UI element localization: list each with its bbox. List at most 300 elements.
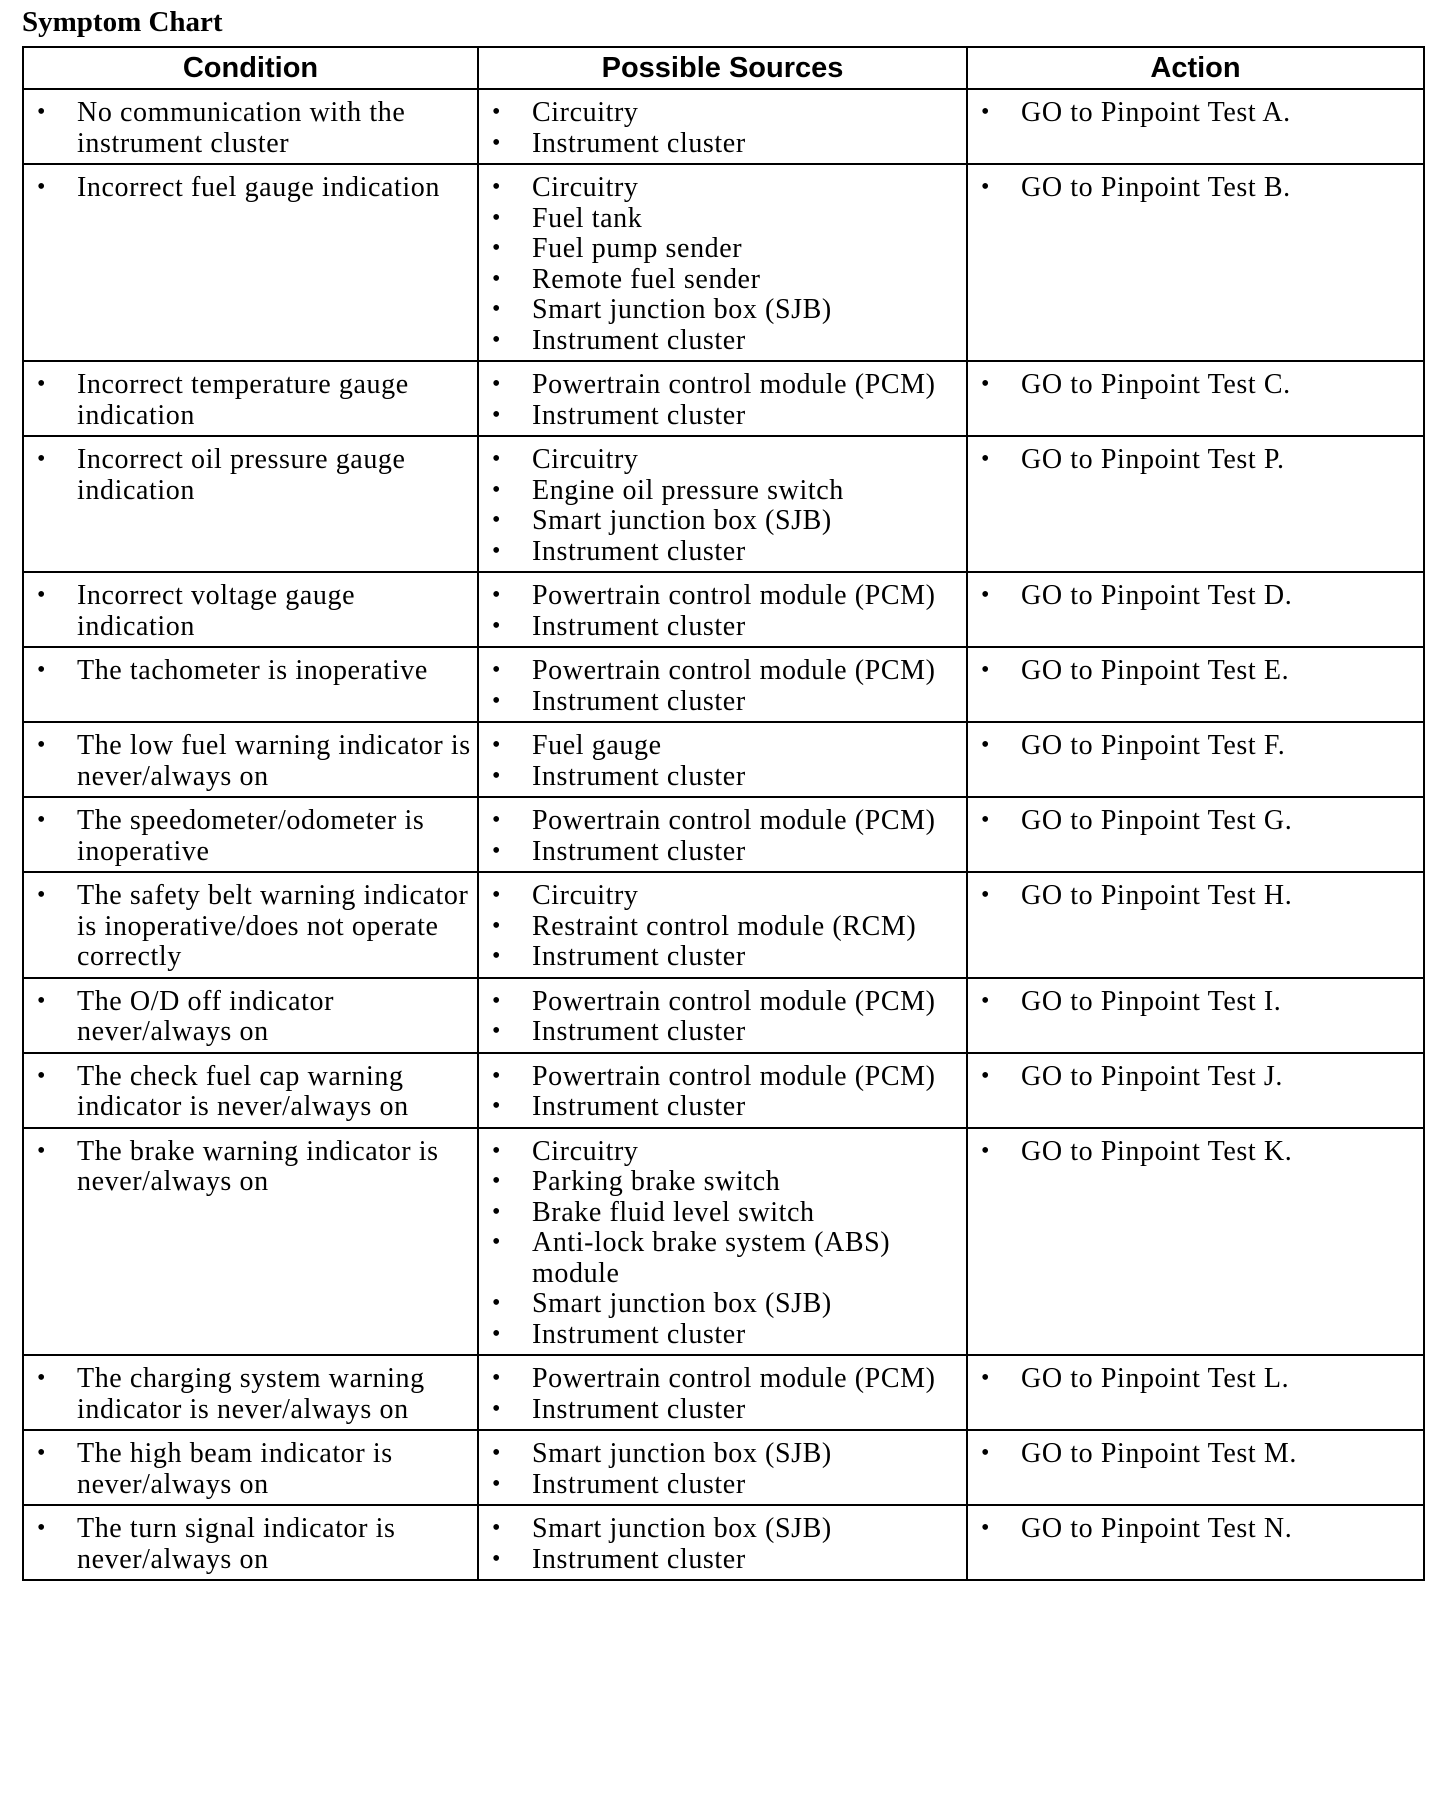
list-item — [487, 1320, 960, 1351]
bullet-list — [32, 445, 471, 506]
list-item — [487, 537, 960, 568]
condition-cell — [23, 978, 478, 1053]
header-row — [23, 47, 1424, 89]
list-item-text: Incorrect oil pressure gauge indication — [77, 444, 406, 506]
list-item — [976, 1439, 1417, 1470]
bullet-icon: • — [492, 1168, 502, 1194]
list-item-text: GO to Pinpoint Test J. — [1021, 1060, 1283, 1092]
list-item — [32, 98, 471, 159]
list-item — [32, 1514, 471, 1575]
list-item-text: Smart junction box (SJB) — [532, 1438, 832, 1469]
bullet-list — [487, 1514, 960, 1575]
bullet-list — [487, 1062, 960, 1123]
sources-cell — [478, 164, 967, 361]
list-item — [487, 295, 960, 326]
list-item-text: GO to Pinpoint Test M. — [1021, 1438, 1297, 1469]
condition-cell — [23, 1505, 478, 1580]
bullet-list — [32, 656, 471, 687]
action-cell — [967, 722, 1424, 797]
bullet-icon: • — [981, 1062, 991, 1089]
bullet-list — [32, 173, 471, 204]
list-item — [976, 1514, 1417, 1545]
table-row — [23, 361, 1424, 436]
list-item-text: Incorrect temperature gauge indication — [77, 369, 409, 431]
bullet-icon: • — [37, 987, 47, 1014]
condition-cell — [23, 572, 478, 647]
bullet-icon: • — [37, 582, 47, 608]
list-item — [976, 370, 1417, 401]
condition-cell — [23, 1053, 478, 1128]
action-cell — [967, 164, 1424, 361]
bullet-icon: • — [492, 687, 502, 714]
list-item-text: Circuitry — [532, 172, 639, 203]
bullet-icon: • — [981, 732, 991, 758]
bullet-icon: • — [37, 1062, 47, 1089]
list-item-text: Incorrect voltage gauge indication — [77, 580, 356, 642]
bullet-list — [32, 581, 471, 642]
list-item — [32, 1137, 471, 1198]
table-row — [23, 1505, 1424, 1580]
bullet-icon: • — [37, 732, 47, 758]
list-item-text: Parking brake switch — [532, 1166, 781, 1197]
list-item — [487, 1167, 960, 1198]
table-row — [23, 722, 1424, 797]
bullet-icon: • — [981, 987, 991, 1014]
bullet-icon: • — [37, 1137, 47, 1164]
bullet-icon: • — [492, 582, 502, 608]
list-item-text: Powertrain control module (PCM) — [532, 805, 936, 836]
list-item — [487, 204, 960, 235]
list-item-text: The brake warning indicator is never/always on — [77, 1135, 439, 1197]
bullet-icon: • — [492, 476, 502, 503]
bullet-icon: • — [492, 807, 502, 833]
condition-cell — [23, 872, 478, 978]
bullet-icon: • — [37, 1365, 47, 1391]
list-item-text: GO to Pinpoint Test K. — [1021, 1135, 1293, 1167]
sources-cell — [478, 361, 967, 436]
list-item — [487, 265, 960, 296]
list-item-text: The safety belt warning indicator is inoperative/does not operate correctly — [77, 880, 469, 972]
list-item — [487, 1062, 960, 1093]
bullet-icon: • — [492, 1093, 502, 1119]
list-item — [487, 1137, 960, 1168]
sources-cell — [478, 572, 967, 647]
bullet-icon: • — [492, 612, 502, 639]
list-item — [487, 581, 960, 612]
list-item — [487, 476, 960, 507]
list-item-text: The charging system warning indicator is never/always on — [77, 1363, 425, 1425]
bullet-icon: • — [492, 1198, 502, 1225]
table-row — [23, 164, 1424, 361]
list-item-text: Incorrect fuel gauge indication — [77, 172, 440, 203]
bullet-list — [32, 1439, 471, 1500]
list-item-text: The turn signal indicator is never/always on — [77, 1513, 396, 1575]
condition-cell — [23, 1128, 478, 1356]
list-item-text: Brake fluid level switch — [532, 1196, 815, 1228]
list-item — [487, 731, 960, 762]
list-item — [487, 445, 960, 476]
bullet-list — [487, 731, 960, 792]
header-condition: Condition — [23, 47, 478, 89]
sources-cell — [478, 1430, 967, 1505]
list-item-text: Instrument cluster — [532, 760, 746, 792]
list-item-text: GO to Pinpoint Test D. — [1021, 580, 1293, 611]
list-item-text: Powertrain control module (PCM) — [532, 655, 936, 686]
list-item — [487, 837, 960, 868]
condition-cell — [23, 1355, 478, 1430]
list-item — [976, 987, 1417, 1018]
list-item-text: Anti-lock brake system (ABS) module — [532, 1227, 891, 1289]
list-item — [32, 173, 471, 204]
bullet-list — [32, 1364, 471, 1425]
bullet-icon: • — [492, 204, 502, 231]
bullet-icon: • — [492, 1440, 502, 1466]
bullet-list — [487, 987, 960, 1048]
action-cell — [967, 89, 1424, 164]
list-item-text: Engine oil pressure switch — [532, 474, 844, 506]
bullet-list — [487, 1364, 960, 1425]
bullet-list — [976, 370, 1417, 401]
list-item — [487, 687, 960, 718]
condition-cell — [23, 797, 478, 872]
bullet-icon: • — [981, 1440, 991, 1466]
list-item-text: Instrument cluster — [532, 399, 746, 431]
list-item-text: Circuitry — [532, 97, 639, 128]
condition-cell — [23, 89, 478, 164]
bullet-icon: • — [981, 882, 991, 908]
bullet-list — [487, 806, 960, 867]
action-cell — [967, 1128, 1424, 1356]
list-item — [32, 881, 471, 973]
list-item — [976, 173, 1417, 204]
list-item-text: GO to Pinpoint Test P. — [1021, 444, 1285, 475]
list-item-text: Remote fuel sender — [532, 263, 761, 295]
bullet-list — [32, 1062, 471, 1123]
list-item-text: Smart junction box (SJB) — [532, 1288, 832, 1319]
bullet-list — [976, 731, 1417, 762]
list-item — [487, 1289, 960, 1320]
list-item-text: Instrument cluster — [532, 324, 746, 356]
bullet-icon: • — [492, 296, 502, 322]
bullet-icon: • — [492, 732, 502, 758]
list-item-text: No communication with the instrument cluster — [77, 97, 406, 159]
list-item — [487, 1470, 960, 1501]
list-item-text: The check fuel cap warning indicator is never/always on — [77, 1060, 409, 1122]
sources-cell — [478, 436, 967, 572]
bullet-icon: • — [492, 912, 502, 939]
action-cell — [967, 572, 1424, 647]
table-row — [23, 1355, 1424, 1430]
bullet-list — [32, 731, 471, 792]
bullet-icon: • — [492, 1229, 502, 1255]
list-item — [976, 881, 1417, 912]
list-item-text: GO to Pinpoint Test E. — [1021, 655, 1290, 686]
bullet-icon: • — [492, 1062, 502, 1089]
list-item — [32, 656, 471, 687]
list-item — [976, 656, 1417, 687]
header-action: Action — [967, 47, 1424, 89]
bullet-icon: • — [981, 174, 991, 200]
list-item-text: Powertrain control module (PCM) — [532, 985, 936, 1017]
list-item-text: The speedometer/odometer is inoperative — [77, 805, 425, 867]
bullet-icon: • — [37, 1515, 47, 1541]
sources-cell — [478, 978, 967, 1053]
list-item — [32, 581, 471, 642]
list-item — [32, 1062, 471, 1123]
bullet-list — [976, 581, 1417, 612]
list-item — [976, 98, 1417, 129]
table-row — [23, 436, 1424, 572]
sources-cell — [478, 89, 967, 164]
bullet-icon: • — [492, 446, 502, 472]
sources-cell — [478, 1128, 967, 1356]
list-item — [976, 731, 1417, 762]
list-item — [32, 987, 471, 1048]
table-row — [23, 978, 1424, 1053]
list-item — [487, 370, 960, 401]
list-item-text: Instrument cluster — [532, 535, 746, 567]
list-item-text: Fuel pump sender — [532, 233, 743, 264]
sources-cell — [478, 797, 967, 872]
condition-cell — [23, 1430, 478, 1505]
list-item-text: GO to Pinpoint Test N. — [1021, 1513, 1293, 1544]
list-item — [487, 1514, 960, 1545]
list-item-text: Circuitry — [532, 444, 639, 475]
list-item-text: Instrument cluster — [532, 1393, 746, 1425]
action-cell — [967, 1430, 1424, 1505]
list-item-text: Instrument cluster — [532, 610, 746, 642]
bullet-icon: • — [492, 1515, 502, 1541]
list-item — [32, 370, 471, 431]
bullet-icon: • — [981, 371, 991, 397]
bullet-list — [32, 98, 471, 159]
bullet-icon: • — [981, 1137, 991, 1164]
sources-cell — [478, 722, 967, 797]
bullet-list — [976, 881, 1417, 912]
bullet-icon: • — [492, 837, 502, 864]
bullet-list — [32, 881, 471, 973]
sources-cell — [478, 1505, 967, 1580]
symptom-chart-table — [22, 46, 1425, 1581]
list-item-text: Instrument cluster — [532, 1468, 746, 1500]
bullet-icon: • — [37, 657, 47, 683]
bullet-icon: • — [492, 265, 502, 292]
bullet-icon: • — [492, 882, 502, 908]
bullet-icon: • — [37, 174, 47, 200]
list-item — [487, 234, 960, 265]
list-item-text: GO to Pinpoint Test B. — [1021, 172, 1291, 203]
bullet-list — [976, 987, 1417, 1018]
list-item-text: Smart junction box (SJB) — [532, 294, 832, 325]
list-item-text: Fuel gauge — [532, 730, 662, 761]
list-item — [487, 173, 960, 204]
bullet-list — [487, 445, 960, 567]
table-row — [23, 1053, 1424, 1128]
list-item — [32, 731, 471, 792]
list-item — [487, 98, 960, 129]
bullet-icon: • — [492, 987, 502, 1014]
table-row — [23, 1430, 1424, 1505]
list-item — [487, 1017, 960, 1048]
bullet-icon: • — [981, 446, 991, 472]
action-cell — [967, 1505, 1424, 1580]
table-row — [23, 1128, 1424, 1356]
table-row — [23, 797, 1424, 872]
action-cell — [967, 797, 1424, 872]
list-item-text: The low fuel warning indicator is never/always on — [77, 730, 471, 792]
list-item — [487, 612, 960, 643]
list-item-text: Instrument cluster — [532, 1016, 746, 1047]
list-item-text: Powertrain control module (PCM) — [532, 1363, 936, 1394]
list-item — [487, 987, 960, 1018]
list-item — [487, 762, 960, 793]
bullet-icon: • — [492, 401, 502, 428]
bullet-icon: • — [492, 1470, 502, 1497]
condition-cell — [23, 722, 478, 797]
table-row — [23, 872, 1424, 978]
list-item-text: Fuel tank — [532, 202, 643, 234]
list-item — [487, 1439, 960, 1470]
action-cell — [967, 872, 1424, 978]
condition-cell — [23, 436, 478, 572]
action-cell — [967, 1355, 1424, 1430]
action-cell — [967, 647, 1424, 722]
bullet-icon: • — [37, 1440, 47, 1466]
list-item — [32, 1364, 471, 1425]
list-item — [487, 806, 960, 837]
action-cell — [967, 978, 1424, 1053]
list-item-text: Circuitry — [532, 880, 639, 911]
list-item-text: GO to Pinpoint Test G. — [1021, 805, 1293, 836]
list-item-text: Smart junction box (SJB) — [532, 505, 832, 536]
list-item — [487, 1092, 960, 1123]
sources-cell — [478, 1355, 967, 1430]
list-item-text: Restraint control module (RCM) — [532, 910, 917, 942]
bullet-list — [487, 1137, 960, 1351]
bullet-icon: • — [492, 943, 502, 969]
list-item-text: GO to Pinpoint Test F. — [1021, 730, 1286, 761]
list-item — [976, 1062, 1417, 1093]
table-row — [23, 89, 1424, 164]
list-item-text: GO to Pinpoint Test C. — [1021, 369, 1291, 400]
bullet-list — [976, 1062, 1417, 1093]
bullet-icon: • — [492, 1290, 502, 1316]
list-item-text: Powertrain control module (PCM) — [532, 580, 936, 611]
bullet-icon: • — [492, 1365, 502, 1391]
bullet-list — [976, 445, 1417, 476]
list-item — [487, 881, 960, 912]
bullet-icon: • — [37, 371, 47, 397]
list-item-text: GO to Pinpoint Test H. — [1021, 880, 1293, 911]
list-item — [32, 445, 471, 506]
bullet-list — [32, 370, 471, 431]
list-item-text: GO to Pinpoint Test L. — [1021, 1363, 1290, 1394]
list-item — [487, 942, 960, 973]
bullet-icon: • — [492, 1545, 502, 1572]
action-cell — [967, 361, 1424, 436]
header-possible-sources: Possible Sources — [478, 47, 967, 89]
bullet-icon: • — [492, 1395, 502, 1422]
bullet-list — [487, 581, 960, 642]
bullet-list — [487, 1439, 960, 1500]
table-row — [23, 647, 1424, 722]
bullet-list — [976, 656, 1417, 687]
list-item-text: Instrument cluster — [532, 127, 746, 159]
action-cell — [967, 1053, 1424, 1128]
list-item — [32, 1439, 471, 1500]
list-item-text: GO to Pinpoint Test A. — [1021, 97, 1291, 128]
list-item — [976, 445, 1417, 476]
bullet-icon: • — [492, 326, 502, 353]
bullet-icon: • — [981, 582, 991, 608]
list-item — [487, 506, 960, 537]
list-item — [487, 129, 960, 160]
bullet-list — [976, 806, 1417, 837]
list-item — [487, 326, 960, 357]
list-item-text: Smart junction box (SJB) — [532, 1513, 832, 1544]
list-item-text: Instrument cluster — [532, 685, 746, 717]
list-item-text: The O/D off indicator never/always on — [77, 985, 335, 1047]
list-item-text: Powertrain control module (PCM) — [532, 1060, 936, 1092]
list-item-text: Instrument cluster — [532, 1318, 746, 1350]
bullet-icon: • — [492, 174, 502, 200]
bullet-icon: • — [981, 807, 991, 833]
bullet-icon: • — [981, 99, 991, 125]
bullet-list — [976, 98, 1417, 129]
list-item — [487, 1395, 960, 1426]
list-item-text: Instrument cluster — [532, 941, 746, 972]
list-item — [487, 1198, 960, 1229]
bullet-list — [487, 656, 960, 717]
list-item-text: Powertrain control module (PCM) — [532, 369, 936, 400]
list-item-text: Instrument cluster — [532, 1091, 746, 1122]
list-item — [976, 581, 1417, 612]
list-item — [487, 912, 960, 943]
bullet-list — [32, 1514, 471, 1575]
page-title: Symptom Chart — [22, 6, 223, 38]
condition-cell — [23, 647, 478, 722]
action-cell — [967, 436, 1424, 572]
table-row — [23, 572, 1424, 647]
table-body — [23, 89, 1424, 1580]
bullet-icon: • — [492, 657, 502, 683]
list-item — [976, 1364, 1417, 1395]
list-item — [487, 1228, 960, 1289]
list-item — [976, 1137, 1417, 1168]
bullet-icon: • — [492, 129, 502, 156]
bullet-list — [32, 806, 471, 867]
list-item — [32, 806, 471, 867]
sources-cell — [478, 1053, 967, 1128]
bullet-icon: • — [37, 99, 47, 125]
bullet-icon: • — [492, 99, 502, 125]
bullet-list — [32, 987, 471, 1048]
bullet-list — [976, 1514, 1417, 1545]
bullet-list — [487, 173, 960, 356]
bullet-list — [976, 173, 1417, 204]
list-item — [487, 1364, 960, 1395]
list-item-text: Instrument cluster — [532, 835, 746, 867]
bullet-icon: • — [492, 1137, 502, 1164]
list-item — [976, 806, 1417, 837]
bullet-icon: • — [37, 446, 47, 472]
bullet-icon: • — [492, 371, 502, 397]
list-item — [487, 1545, 960, 1576]
bullet-icon: • — [981, 1515, 991, 1541]
bullet-icon: • — [492, 235, 502, 261]
bullet-icon: • — [981, 1365, 991, 1391]
bullet-list — [487, 370, 960, 431]
